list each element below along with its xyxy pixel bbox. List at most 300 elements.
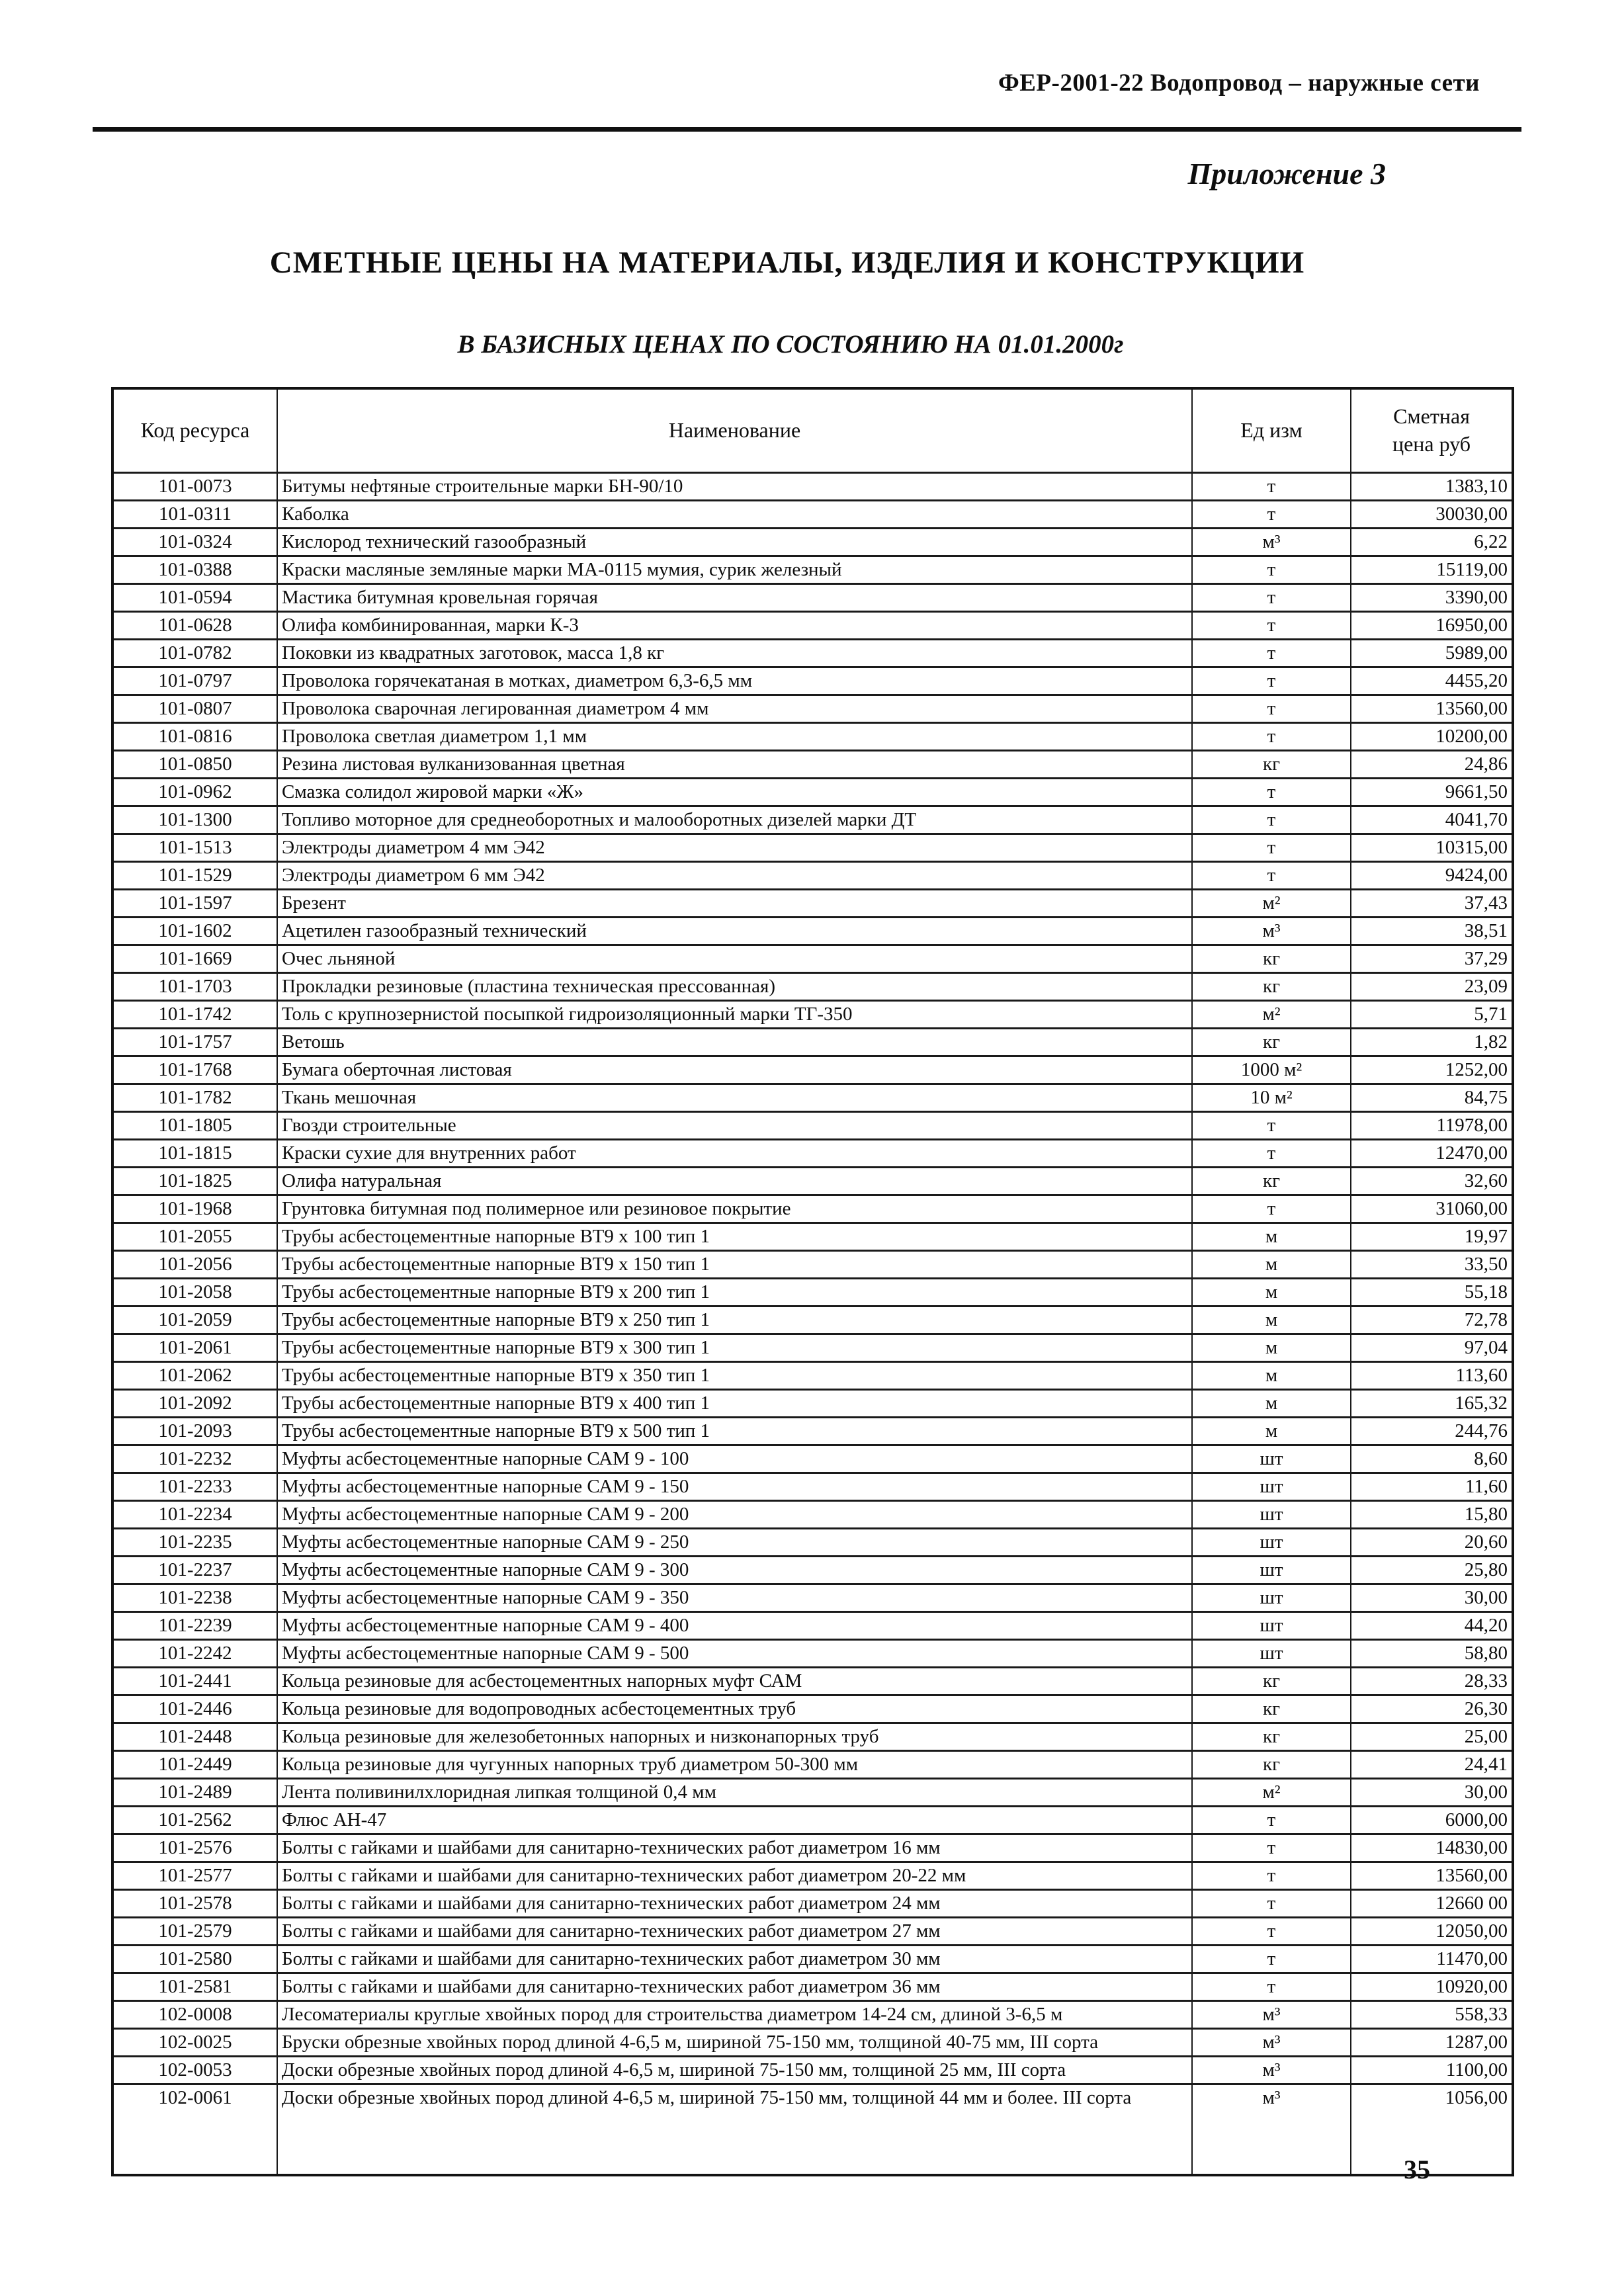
header-divider — [93, 127, 1521, 132]
unit-cell: т — [1192, 667, 1351, 695]
name-cell: Очес льняной — [277, 945, 1192, 973]
resource-code-cell: 101-1529 — [112, 862, 277, 890]
resource-code-cell: 101-2242 — [112, 1640, 277, 1668]
unit-cell: т — [1192, 640, 1351, 667]
resource-code-cell: 102-0053 — [112, 2057, 277, 2084]
unit-cell: м — [1192, 1418, 1351, 1445]
price-cell: 1100,00 — [1351, 2057, 1513, 2084]
price-cell: 15,80 — [1351, 1501, 1513, 1529]
resource-code-cell: 101-1513 — [112, 834, 277, 862]
price-cell: 1252,00 — [1351, 1056, 1513, 1084]
resource-code-cell: 101-2446 — [112, 1695, 277, 1723]
resource-code-cell: 101-0850 — [112, 751, 277, 779]
unit-cell: кг — [1192, 1695, 1351, 1723]
name-cell: Муфты асбестоцементные напорные САМ 9 - 500 — [277, 1640, 1192, 1668]
table-row — [112, 751, 1513, 779]
price-cell: 14830,00 — [1351, 1834, 1513, 1862]
price-cell: 3390,00 — [1351, 584, 1513, 612]
price-cell: 558,33 — [1351, 2001, 1513, 2029]
resource-code-cell: 101-2092 — [112, 1390, 277, 1418]
price-cell: 20,60 — [1351, 1529, 1513, 1557]
table-row — [112, 2084, 1513, 2176]
unit-cell: т — [1192, 1862, 1351, 1890]
price-cell: 23,09 — [1351, 973, 1513, 1001]
price-cell: 10200,00 — [1351, 723, 1513, 751]
price-cell: 10920,00 — [1351, 1973, 1513, 2001]
table-header — [112, 388, 1513, 473]
unit-cell: м³ — [1192, 2057, 1351, 2084]
table-row — [112, 1056, 1513, 1084]
name-cell: Болты с гайками и шайбами для санитарно-технических работ диаметром 27 мм — [277, 1918, 1192, 1946]
table-row — [112, 640, 1513, 667]
unit-cell: кг — [1192, 751, 1351, 779]
name-cell: Трубы асбестоцементные напорные ВТ9 х 150 тип 1 — [277, 1251, 1192, 1279]
table-row — [112, 1557, 1513, 1584]
table-row — [112, 945, 1513, 973]
unit-cell: т — [1192, 806, 1351, 834]
unit-cell: 1000 м² — [1192, 1056, 1351, 1084]
price-cell: 9424,00 — [1351, 862, 1513, 890]
price-cell: 13560,00 — [1351, 695, 1513, 723]
resource-code-cell: 101-0073 — [112, 473, 277, 501]
table-row — [112, 973, 1513, 1001]
unit-cell: кг — [1192, 973, 1351, 1001]
unit-cell: шт — [1192, 1584, 1351, 1612]
name-cell: Резина листовая вулканизованная цветная — [277, 751, 1192, 779]
price-cell: 1383,10 — [1351, 473, 1513, 501]
price-cell: 30,00 — [1351, 1779, 1513, 1807]
name-cell: Доски обрезные хвойных пород длиной 4-6,5 м, шириной 75-150 мм, толщиной 25 мм, III сорта — [277, 2057, 1192, 2084]
unit-cell: т — [1192, 1807, 1351, 1834]
name-cell: Кольца резиновые для асбестоцементных напорных муфт САМ — [277, 1668, 1192, 1695]
price-cell: 37,29 — [1351, 945, 1513, 973]
table-row — [112, 1362, 1513, 1390]
name-cell: Смазка солидол жировой марки «Ж» — [277, 779, 1192, 806]
name-cell: Трубы асбестоцементные напорные ВТ9 х 300 тип 1 — [277, 1334, 1192, 1362]
table-row — [112, 501, 1513, 529]
column-header: Наименование — [277, 388, 1192, 473]
resource-code-cell: 101-1805 — [112, 1112, 277, 1140]
resource-code-cell: 101-1968 — [112, 1195, 277, 1223]
unit-cell: шт — [1192, 1529, 1351, 1557]
resource-code-cell: 101-2059 — [112, 1307, 277, 1334]
table-row — [112, 1473, 1513, 1501]
name-cell: Болты с гайками и шайбами для санитарно-технических работ диаметром 20-22 мм — [277, 1862, 1192, 1890]
unit-cell: м — [1192, 1251, 1351, 1279]
table-row — [112, 612, 1513, 640]
price-cell: 37,43 — [1351, 890, 1513, 918]
resource-code-cell: 101-0962 — [112, 779, 277, 806]
table-row — [112, 473, 1513, 501]
resource-code-cell: 101-2239 — [112, 1612, 277, 1640]
resource-code-cell: 101-2448 — [112, 1723, 277, 1751]
unit-cell: т — [1192, 1973, 1351, 2001]
price-cell: 9661,50 — [1351, 779, 1513, 806]
price-cell: 84,75 — [1351, 1084, 1513, 1112]
unit-cell: т — [1192, 501, 1351, 529]
name-cell: Трубы асбестоцементные напорные ВТ9 х 250 тип 1 — [277, 1307, 1192, 1334]
unit-cell: т — [1192, 1918, 1351, 1946]
resource-code-cell: 101-0311 — [112, 501, 277, 529]
resource-code-cell: 101-0797 — [112, 667, 277, 695]
table-row — [112, 1112, 1513, 1140]
name-cell: Муфты асбестоцементные напорные САМ 9 - 350 — [277, 1584, 1192, 1612]
unit-cell: м² — [1192, 890, 1351, 918]
name-cell: Проволока горячекатаная в мотках, диаметром 6,3-6,5 мм — [277, 667, 1192, 695]
name-cell: Болты с гайками и шайбами для санитарно-технических работ диаметром 16 мм — [277, 1834, 1192, 1862]
resource-code-cell: 101-2238 — [112, 1584, 277, 1612]
unit-cell: шт — [1192, 1445, 1351, 1473]
price-cell: 30030,00 — [1351, 501, 1513, 529]
resource-code-cell: 101-2579 — [112, 1918, 277, 1946]
price-cell: 55,18 — [1351, 1279, 1513, 1307]
page-title: СМЕТНЫЕ ЦЕНЫ НА МАТЕРИАЛЫ, ИЗДЕЛИЯ И КОНСТРУКЦИИ — [269, 245, 1305, 280]
name-cell: Муфты асбестоцементные напорные САМ 9 - 100 — [277, 1445, 1192, 1473]
price-cell: 12660 00 — [1351, 1890, 1513, 1918]
name-cell: Битумы нефтяные строительные марки БН-90/10 — [277, 473, 1192, 501]
price-cell: 31060,00 — [1351, 1195, 1513, 1223]
price-cell: 4455,20 — [1351, 667, 1513, 695]
name-cell: Кислород технический газообразный — [277, 529, 1192, 556]
table-row — [112, 1779, 1513, 1807]
price-cell: 58,80 — [1351, 1640, 1513, 1668]
unit-cell: кг — [1192, 1029, 1351, 1056]
name-cell: Ацетилен газообразный технический — [277, 918, 1192, 945]
price-cell: 113,60 — [1351, 1362, 1513, 1390]
resource-code-cell: 101-2235 — [112, 1529, 277, 1557]
resource-code-cell: 102-0008 — [112, 2001, 277, 2029]
resource-code-cell: 101-0807 — [112, 695, 277, 723]
name-cell: Проволока светлая диаметром 1,1 мм — [277, 723, 1192, 751]
unit-cell: кг — [1192, 1168, 1351, 1195]
column-header: Сметная цена руб — [1351, 388, 1513, 473]
unit-cell: т — [1192, 1890, 1351, 1918]
table-row — [112, 1029, 1513, 1056]
name-cell: Трубы асбестоцементные напорные ВТ9 х 100 тип 1 — [277, 1223, 1192, 1251]
unit-cell: кг — [1192, 1668, 1351, 1695]
name-cell: Доски обрезные хвойных пород длиной 4-6,5 м, шириной 75-150 мм, толщиной 44 мм и более. III сорта — [277, 2084, 1192, 2176]
price-cell: 244,76 — [1351, 1418, 1513, 1445]
price-cell: 24,86 — [1351, 751, 1513, 779]
table-row — [112, 667, 1513, 695]
resource-code-cell: 101-1757 — [112, 1029, 277, 1056]
resource-code-cell: 101-2576 — [112, 1834, 277, 1862]
resource-code-cell: 101-2234 — [112, 1501, 277, 1529]
name-cell: Лента поливинилхлоридная липкая толщиной 0,4 мм — [277, 1779, 1192, 1807]
column-header: Ед изм — [1192, 388, 1351, 473]
name-cell: Кольца резиновые для железобетонных напорных и низконапорных труб — [277, 1723, 1192, 1751]
price-cell: 13560,00 — [1351, 1862, 1513, 1890]
price-cell: 24,41 — [1351, 1751, 1513, 1779]
unit-cell: шт — [1192, 1612, 1351, 1640]
table-row — [112, 1973, 1513, 2001]
price-cell: 11,60 — [1351, 1473, 1513, 1501]
table-row — [112, 1584, 1513, 1612]
name-cell: Муфты асбестоцементные напорные САМ 9 - 400 — [277, 1612, 1192, 1640]
unit-cell: м³ — [1192, 2029, 1351, 2057]
price-cell: 6000,00 — [1351, 1807, 1513, 1834]
price-cell: 25,80 — [1351, 1557, 1513, 1584]
table-row — [112, 1918, 1513, 1946]
price-cell: 44,20 — [1351, 1612, 1513, 1640]
unit-cell: м³ — [1192, 2084, 1351, 2176]
resource-code-cell: 101-2577 — [112, 1862, 277, 1890]
price-cell: 26,30 — [1351, 1695, 1513, 1723]
name-cell: Прокладки резиновые (пластина техническая прессованная) — [277, 973, 1192, 1001]
page-number: 35 — [1404, 2155, 1430, 2184]
name-cell: Муфты асбестоцементные напорные САМ 9 - 250 — [277, 1529, 1192, 1557]
price-cell: 38,51 — [1351, 918, 1513, 945]
table-row — [112, 2001, 1513, 2029]
table-row — [112, 1668, 1513, 1695]
price-cell: 25,00 — [1351, 1723, 1513, 1751]
table-row — [112, 834, 1513, 862]
table-row — [112, 1307, 1513, 1334]
price-cell: 32,60 — [1351, 1168, 1513, 1195]
name-cell: Трубы асбестоцементные напорные ВТ9 х 400 тип 1 — [277, 1390, 1192, 1418]
unit-cell: шт — [1192, 1557, 1351, 1584]
table-row — [112, 529, 1513, 556]
table-row — [112, 1862, 1513, 1890]
name-cell: Кольца резиновые для чугунных напорных труб диаметром 50-300 мм — [277, 1751, 1192, 1779]
unit-cell: м — [1192, 1334, 1351, 1362]
price-cell: 15119,00 — [1351, 556, 1513, 584]
table-row — [112, 1418, 1513, 1445]
name-cell: Брезент — [277, 890, 1192, 918]
unit-cell: кг — [1192, 1751, 1351, 1779]
resource-code-cell: 101-1815 — [112, 1140, 277, 1168]
resource-code-cell: 101-2055 — [112, 1223, 277, 1251]
resource-code-cell: 101-0388 — [112, 556, 277, 584]
resource-code-cell: 101-1669 — [112, 945, 277, 973]
price-cell: 1,82 — [1351, 1029, 1513, 1056]
name-cell: Трубы асбестоцементные напорные ВТ9 х 200 тип 1 — [277, 1279, 1192, 1307]
unit-cell: шт — [1192, 1501, 1351, 1529]
table-row — [112, 1445, 1513, 1473]
name-cell: Бумага оберточная листовая — [277, 1056, 1192, 1084]
resource-code-cell: 101-2562 — [112, 1807, 277, 1834]
resource-code-cell: 101-2232 — [112, 1445, 277, 1473]
resource-code-cell: 101-1742 — [112, 1001, 277, 1029]
resource-code-cell: 101-2449 — [112, 1751, 277, 1779]
name-cell: Лесоматериалы круглые хвойных пород для строительства диаметром 14-24 см, длиной 3-6,5 м — [277, 2001, 1192, 2029]
resource-code-cell: 101-0782 — [112, 640, 277, 667]
resource-code-cell: 101-2058 — [112, 1279, 277, 1307]
price-cell: 72,78 — [1351, 1307, 1513, 1334]
unit-cell: м — [1192, 1279, 1351, 1307]
table-row — [112, 1640, 1513, 1668]
resource-code-cell: 101-0594 — [112, 584, 277, 612]
unit-cell: т — [1192, 723, 1351, 751]
resource-code-cell: 101-1602 — [112, 918, 277, 945]
unit-cell: т — [1192, 1946, 1351, 1973]
name-cell: Электроды диаметром 6 мм Э42 — [277, 862, 1192, 890]
price-cell: 11470,00 — [1351, 1946, 1513, 1973]
table-row — [112, 1807, 1513, 1834]
table-row — [112, 1223, 1513, 1251]
table-row — [112, 1390, 1513, 1418]
unit-cell: м — [1192, 1307, 1351, 1334]
name-cell: Ветошь — [277, 1029, 1192, 1056]
resource-code-cell: 101-1300 — [112, 806, 277, 834]
price-cell: 33,50 — [1351, 1251, 1513, 1279]
resource-code-cell: 101-2237 — [112, 1557, 277, 1584]
name-cell: Толь с крупнозернистой посыпкой гидроизоляционный марки ТГ-350 — [277, 1001, 1192, 1029]
unit-cell: т — [1192, 779, 1351, 806]
unit-cell: т — [1192, 834, 1351, 862]
unit-cell: шт — [1192, 1640, 1351, 1668]
price-cell: 10315,00 — [1351, 834, 1513, 862]
unit-cell: т — [1192, 556, 1351, 584]
table-row — [112, 779, 1513, 806]
name-cell: Каболка — [277, 501, 1192, 529]
resource-code-cell: 101-0816 — [112, 723, 277, 751]
resource-code-cell: 101-1597 — [112, 890, 277, 918]
name-cell: Олифа комбинированная, марки К-3 — [277, 612, 1192, 640]
name-cell: Гвозди строительные — [277, 1112, 1192, 1140]
price-cell: 1287,00 — [1351, 2029, 1513, 2057]
price-cell: 5989,00 — [1351, 640, 1513, 667]
unit-cell: кг — [1192, 1723, 1351, 1751]
resource-code-cell: 101-2062 — [112, 1362, 277, 1390]
price-cell: 16950,00 — [1351, 612, 1513, 640]
table-row — [112, 1334, 1513, 1362]
resource-code-cell: 101-2578 — [112, 1890, 277, 1918]
name-cell: Флюс АН-47 — [277, 1807, 1192, 1834]
resource-code-cell: 101-2056 — [112, 1251, 277, 1279]
resource-code-cell: 101-2441 — [112, 1668, 277, 1695]
name-cell: Бруски обрезные хвойных пород длиной 4-6,5 м, шириной 75-150 мм, толщиной 40-75 мм, III сорта — [277, 2029, 1192, 2057]
resource-code-cell: 102-0061 — [112, 2084, 277, 2176]
name-cell: Муфты асбестоцементные напорные САМ 9 - 150 — [277, 1473, 1192, 1501]
unit-cell: шт — [1192, 1473, 1351, 1501]
table-row — [112, 1695, 1513, 1723]
resource-code-cell: 102-0025 — [112, 2029, 277, 2057]
column-header: Код ресурса — [112, 388, 277, 473]
resource-code-cell: 101-1782 — [112, 1084, 277, 1112]
page-subtitle: В БАЗИСНЫХ ЦЕНАХ ПО СОСТОЯНИЮ НА 01.01.2000г — [457, 330, 1124, 359]
price-cell: 97,04 — [1351, 1334, 1513, 1362]
unit-cell: м² — [1192, 1779, 1351, 1807]
name-cell: Болты с гайками и шайбами для санитарно-технических работ диаметром 36 мм — [277, 1973, 1192, 2001]
name-cell: Грунтовка битумная под полимерное или резиновое покрытие — [277, 1195, 1192, 1223]
resource-code-cell: 101-1768 — [112, 1056, 277, 1084]
unit-cell: т — [1192, 612, 1351, 640]
table-row — [112, 1001, 1513, 1029]
table-row — [112, 1195, 1513, 1223]
unit-cell: т — [1192, 862, 1351, 890]
price-cell: 11978,00 — [1351, 1112, 1513, 1140]
name-cell: Топливо моторное для среднеоборотных и малооборотных дизелей марки ДТ — [277, 806, 1192, 834]
unit-cell: 10 м² — [1192, 1084, 1351, 1112]
name-cell: Кольца резиновые для водопроводных асбестоцементных труб — [277, 1695, 1192, 1723]
price-cell: 6,22 — [1351, 529, 1513, 556]
name-cell: Трубы асбестоцементные напорные ВТ9 х 350 тип 1 — [277, 1362, 1192, 1390]
price-cell: 1056,00 — [1351, 2084, 1513, 2176]
unit-cell: т — [1192, 695, 1351, 723]
annex-label: Приложение 3 — [1187, 157, 1386, 191]
table-row — [112, 918, 1513, 945]
price-cell: 8,60 — [1351, 1445, 1513, 1473]
name-cell: Олифа натуральная — [277, 1168, 1192, 1195]
table-row — [112, 862, 1513, 890]
price-table — [111, 387, 1514, 2176]
unit-cell: м³ — [1192, 2001, 1351, 2029]
price-cell: 19,97 — [1351, 1223, 1513, 1251]
price-cell: 30,00 — [1351, 1584, 1513, 1612]
resource-code-cell: 101-1825 — [112, 1168, 277, 1195]
resource-code-cell: 101-2233 — [112, 1473, 277, 1501]
unit-cell: м — [1192, 1362, 1351, 1390]
unit-cell: м³ — [1192, 918, 1351, 945]
resource-code-cell: 101-0324 — [112, 529, 277, 556]
name-cell: Болты с гайками и шайбами для санитарно-технических работ диаметром 24 мм — [277, 1890, 1192, 1918]
resource-code-cell: 101-2489 — [112, 1779, 277, 1807]
price-cell: 28,33 — [1351, 1668, 1513, 1695]
table-row — [112, 1168, 1513, 1195]
resource-code-cell: 101-2093 — [112, 1418, 277, 1445]
table-row — [112, 695, 1513, 723]
price-cell: 12470,00 — [1351, 1140, 1513, 1168]
table-row — [112, 1251, 1513, 1279]
name-cell: Болты с гайками и шайбами для санитарно-технических работ диаметром 30 мм — [277, 1946, 1192, 1973]
name-cell: Поковки из квадратных заготовок, масса 1,8 кг — [277, 640, 1192, 667]
unit-cell: т — [1192, 1112, 1351, 1140]
table-row — [112, 723, 1513, 751]
table-row — [112, 1501, 1513, 1529]
table-row — [112, 806, 1513, 834]
resource-code-cell: 101-2580 — [112, 1946, 277, 1973]
resource-code-cell: 101-2061 — [112, 1334, 277, 1362]
running-header: ФЕР-2001-22 Водопровод – наружные сети — [998, 69, 1480, 97]
unit-cell: кг — [1192, 945, 1351, 973]
resource-code-cell: 101-1703 — [112, 973, 277, 1001]
table-row — [112, 1834, 1513, 1862]
unit-cell: м — [1192, 1223, 1351, 1251]
table-row — [112, 1946, 1513, 1973]
table-row — [112, 1612, 1513, 1640]
name-cell: Краски масляные земляные марки МА-0115 мумия, сурик железный — [277, 556, 1192, 584]
name-cell: Ткань мешочная — [277, 1084, 1192, 1112]
table-row — [112, 2057, 1513, 2084]
price-cell: 5,71 — [1351, 1001, 1513, 1029]
unit-cell: т — [1192, 1195, 1351, 1223]
unit-cell: м² — [1192, 1001, 1351, 1029]
name-cell: Электроды диаметром 4 мм Э42 — [277, 834, 1192, 862]
table-row — [112, 1529, 1513, 1557]
unit-cell: м — [1192, 1390, 1351, 1418]
unit-cell: м³ — [1192, 529, 1351, 556]
unit-cell: т — [1192, 473, 1351, 501]
unit-cell: т — [1192, 584, 1351, 612]
name-cell: Мастика битумная кровельная горячая — [277, 584, 1192, 612]
table-row — [112, 1140, 1513, 1168]
name-cell: Трубы асбестоцементные напорные ВТ9 х 500 тип 1 — [277, 1418, 1192, 1445]
table-row — [112, 1084, 1513, 1112]
table-body — [112, 473, 1513, 2176]
price-cell: 12050,00 — [1351, 1918, 1513, 1946]
table-header-row — [112, 388, 1513, 473]
table-row — [112, 1751, 1513, 1779]
table-row — [112, 890, 1513, 918]
name-cell: Проволока сварочная легированная диаметром 4 мм — [277, 695, 1192, 723]
price-cell: 4041,70 — [1351, 806, 1513, 834]
table-row — [112, 556, 1513, 584]
table-row — [112, 1890, 1513, 1918]
price-cell: 165,32 — [1351, 1390, 1513, 1418]
unit-cell: т — [1192, 1834, 1351, 1862]
resource-code-cell: 101-0628 — [112, 612, 277, 640]
